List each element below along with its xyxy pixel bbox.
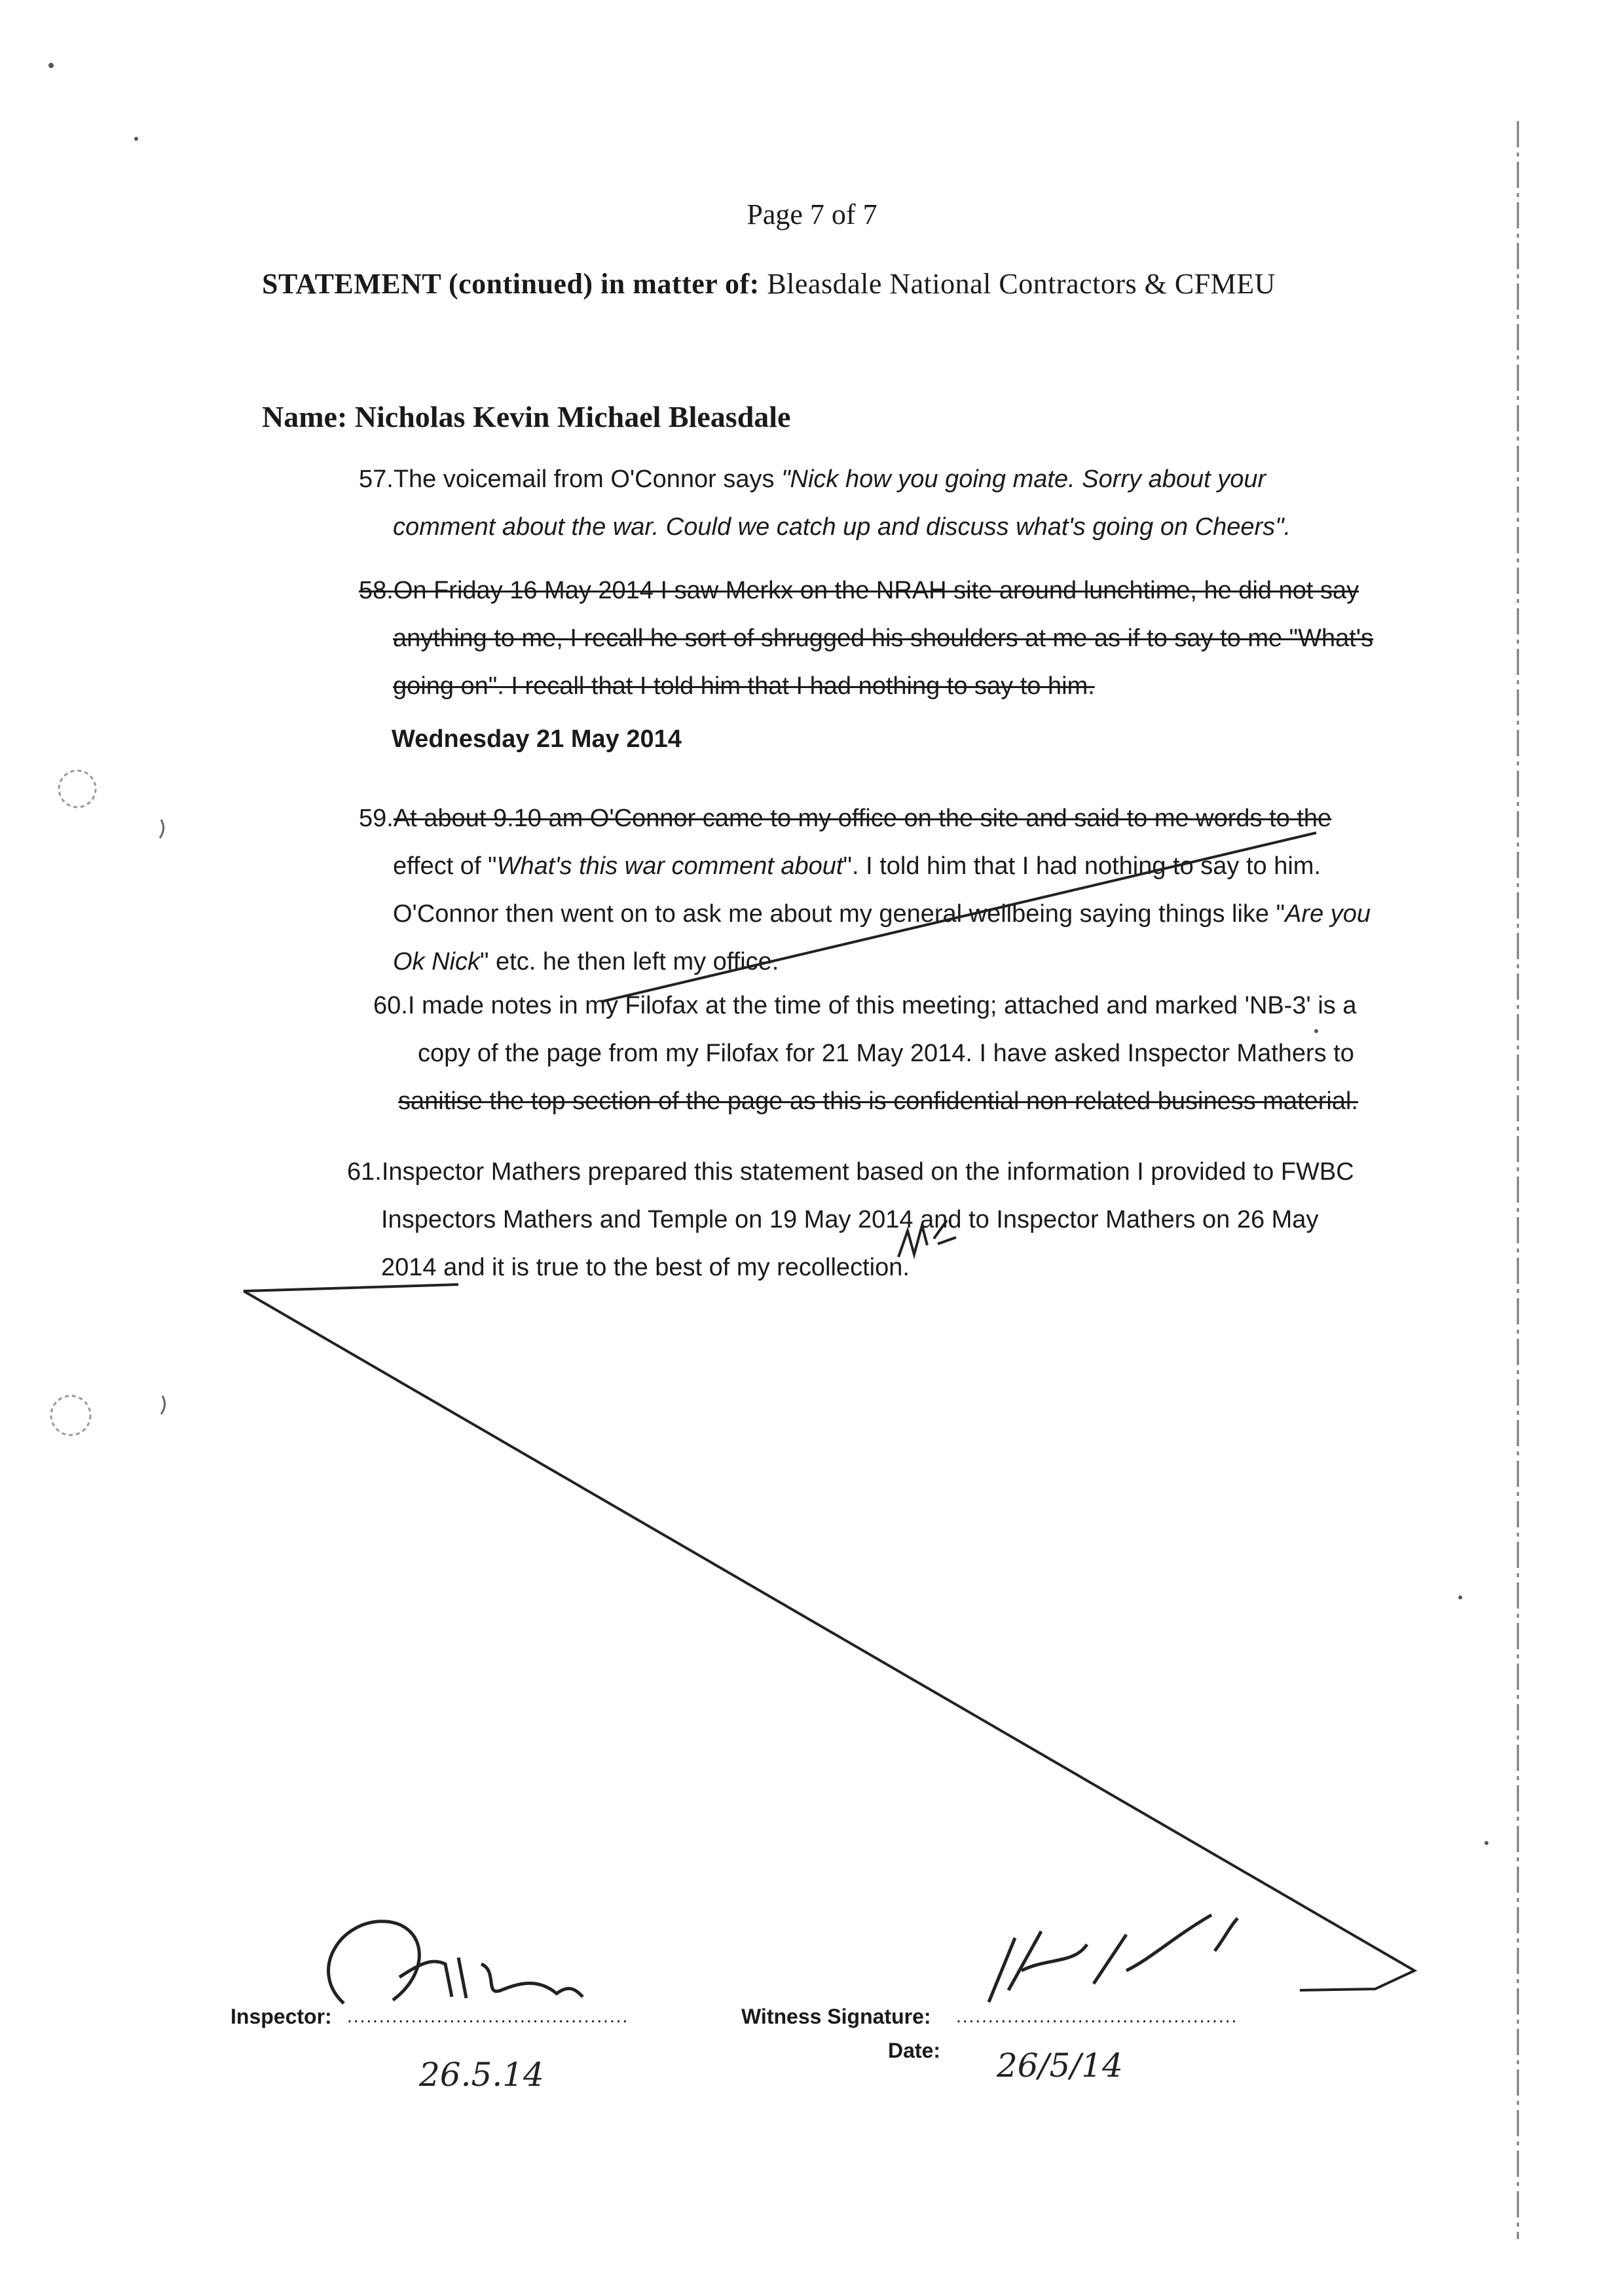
scan-speck [134,137,138,141]
witness-signature-label: Witness Signature: [741,2005,931,2028]
paragraph-text: The voicemail from O'Connor says [393,465,782,493]
quoted-text: comment about the war. Could we catch up and discuss what's going on Cheers". [393,513,1291,541]
inspector-signature-line: ............................................ [347,2006,629,2026]
paragraph-number: 61. [347,1158,382,1186]
quoted-text: "Nick how you going mate. Sorry about your [781,465,1266,493]
scan-speck [1485,1841,1488,1845]
paragraph-text: 2014 and it is true to the best of my recollection. [381,1254,910,1281]
paragraph-text: Inspectors Mathers and Temple on 19 May 2014 and to Inspector Mathers on 26 May [381,1206,1319,1233]
paragraph-text: On Friday 16 May 2014 I saw Merkx on the NRAH site around lunchtime, he did not say [393,577,1359,604]
scan-speck [1314,1029,1318,1033]
diagonal-strike-line [601,833,1316,1002]
paragraph-number: 60. [373,992,408,1019]
quoted-text: What's this war comment about [496,852,843,880]
page-number: Page 7 of 7 [747,198,877,230]
scan-speck [48,63,54,68]
hole-punch-mark [51,1396,90,1435]
witness-name: Name: Nicholas Kevin Michael Bleasdale [262,400,791,433]
quoted-text: Are you [1285,900,1371,928]
paragraph-number: 57. [359,465,394,493]
scan-mark [160,820,164,838]
paragraph-number: 58. [359,577,394,604]
paragraph-text: I made notes in my Filofax at the time of this meeting; attached and marked 'NB-3' is a [407,992,1357,1019]
quoted-text: Ok Nick [393,948,480,975]
initials-mark [898,1220,956,1257]
paragraph-text: " etc. he then left my office. [480,948,779,975]
paragraph-text: effect of " [393,852,497,880]
inspector-handwritten-date: 26.5.14 [419,2056,544,2094]
inspector-signature-scribble [329,1922,583,2003]
cancellation-z-line [244,1285,1414,1990]
struck-text: sanitise the top section of the page as this is confidential non related business material. [398,1087,1358,1115]
paragraph-text: anything to me, I recall he sort of shrugged his shoulders at me as if to say to me "What's [393,625,1374,652]
witness-handwritten-date: 26/5/14 [997,2047,1123,2085]
scan-speck [1458,1595,1462,1599]
statement-matter: Bleasdale National Contractors & CFMEU [767,268,1276,300]
paragraph-text: Inspector Mathers prepared this statement based on the information I provided to FWBC [381,1158,1354,1186]
date-heading: Wednesday 21 May 2014 [392,725,682,753]
statement-prefix: STATEMENT (continued) in matter of: [262,268,760,300]
paragraph-text: O'Connor then went on to ask me about my general wellbeing saying things like " [393,900,1285,928]
witness-signature-scribble [989,1915,1238,2002]
inspector-label: Inspector: [231,2005,332,2028]
paragraph-text: ". I told him that I had nothing to say to him. [843,852,1321,880]
paragraph-text: copy of the page from my Filofax for 21 May 2014. I have asked Inspector Mathers to [418,1040,1354,1067]
hole-punch-mark [59,771,96,807]
date-label: Date: [888,2039,941,2062]
paragraph-text: going on". I recall that I told him that I had nothing to say to him. [393,672,1095,700]
scan-mark [161,1396,165,1414]
paragraph-number: 59. [359,805,394,832]
witness-signature-line: ............................................ [956,2006,1238,2026]
struck-text: At about 9.10 am O'Connor came to my office on the site and said to me words to the [393,805,1332,832]
